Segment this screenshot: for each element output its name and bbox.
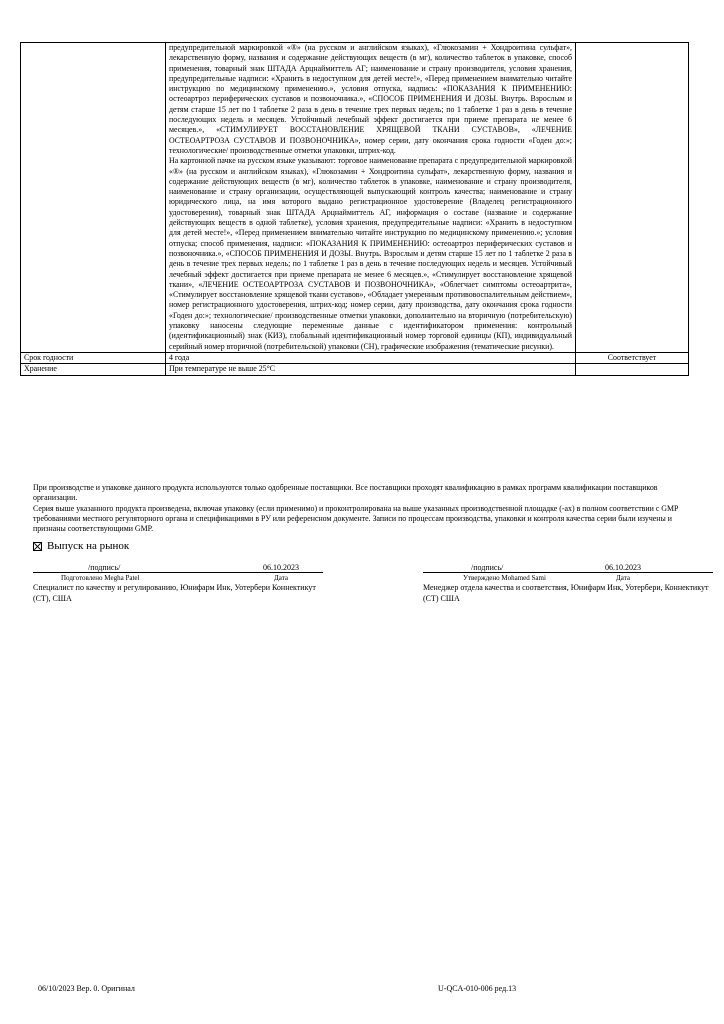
date-caption: Дата <box>616 574 630 582</box>
table-row <box>21 364 689 375</box>
storage-value: При температуре не выше 25°C <box>166 364 576 375</box>
shelf-life-value: 4 года <box>166 352 576 363</box>
checked-box-icon[interactable] <box>33 542 42 551</box>
composition-text-cell <box>166 43 576 353</box>
shelf-life-label: Срок годности <box>21 352 166 363</box>
signature-line <box>423 562 713 573</box>
footer-version: 06/10/2023 Вер. 0. Оригинал <box>38 984 135 993</box>
supplier-note: При производстве и упаковке данного продукта используются только одобренные поставщики. Все поставщики проходят квалификацию в рамках программ квалификации поставщиков организации. <box>33 483 658 503</box>
carton-package-text: На картонной пачке на русском языке указывают: торговое наименование препарата с предупредительной маркировкой «®» (на русском и английском языках), «Глюкозамин + Хондроитина сульфат», лекарственную форму, названия и содержание действующих веществ (в мг), количество таблеток в упаковке, наименование и страну производителя, наименование и страну организации, осуществляющей выпускающий контроль качества; наименование и страну юридического лица, на имя которого выдано регистрационное удостоверение (Владелец регистрационного удостоверения), товарный знак ШТАДА Арцнаймиттель АГ, информация о составе (название и содержание действующих веществ в одной таблетке), условия хранения, предупредительные надписи: «Хранить в недоступном для детей месте!», «Перед применением внимательно читайте инструкцию по медицинскому применению.»; условия отпуска; способ применения, надписи: «ПОКАЗАНИЯ К ПРИМЕНЕНИЮ: остеоартроз периферических суставов и позвоночника.», «СПОСОБ ПРИМЕНЕНИЯ И ДОЗЫ. Внутрь. Взрослым и детям старше 15 лет по 1 таблетке 2 раза в день в течение трех первых недель; по 1 таблетке 1 раз в день в течение последующих недель и месяцев. Устойчивый лечебный эффект достигается при приеме препарата не менее 6 месяцев.», «Стимулирует восстановление хрящевой ткани», «ЛЕЧЕНИЕ ОСТЕОАРТРОЗА СУСТАВОВ И ПОЗВОНОЧНИКА», «Облегчает симптомы остеоартрита», «Стимулирует восстановление хрящевой ткани суставов», «Обладает умеренным противовоспалительным действием», номер регистрационного удостоверения, штрих-код; номер серии, дату производства, дату окончания срока годности «Годен до:»; технологические/ производственные отметки упаковки, дополнительно на вторичную (потребительскую) упаковку наносены следующие переменные данные с идентификатором применения: контрольный (идентификационный) знак (КИЗ), глобальный идентификационный номер торговой единицы (КП), индивидуальный серийный номер вторичной (потребительской) упаковки (СН), графические изображения (тематические рисунки). <box>169 156 572 351</box>
market-release <box>33 540 129 552</box>
storage-label: Хранение <box>21 364 166 375</box>
gmp-notes <box>33 483 693 534</box>
gmp-compliance-note: Серия выше указанного продукта произведена, включая упаковку (если применимо) и проконтролирована на выше указанных производственной площадке (-ах) в полном соответствии с GMP требованиями местного регуляторного органа и спецификациями в РУ или референсном документе. Записи по процессам производства, упаковки и контроля качества серии были изучены и признаны соответствующими GMP. <box>33 503 679 534</box>
storage-result <box>576 364 689 375</box>
market-release-label: Выпуск на рынок <box>47 540 130 552</box>
signature-date: 06.10.2023 <box>605 563 641 572</box>
primary-package-text: предупредительной маркировкой «®» (на русском и английском языках), «Глюкозамин + Хондроитина сульфат», лекарственную форму, названия и содержание действующих веществ (в мг), количество таблеток в упаковке, способ применения, товарный знак ШТАДА Арцнаймиттель АГ; наименование и страну производителя, условия хранения, предупредительные надписи: «Хранить в недоступном для детей месте!», «Перед применением внимательно читайте инструкцию по медицинскому применению.», условия отпуска, надпись: «ПОКАЗАНИЯ К ПРИМЕНЕНИЮ: остеоартроз периферических суставов и позвоночника.», «СПОСОБ ПРИМЕНЕНИЯ И ДОЗЫ. Внутрь. Взрослым и детям старше 15 лет по 1 таблетке 2 раза в день в течение трех первых недель; по 1 таблетке 1 раз в день в течение последующих недель и месяцев. Устойчивый лечебный эффект достигается при приеме препарата не менее 6 месяцев.», «СТИМУЛИРУЕТ ВОССТАНОВЛЕНИЕ ХРЯЩЕВОЙ ТКАНИ СУСТАВОВ», «ЛЕЧЕНИЕ ОСТЕОАРТРОЗА СУСТАВОВ И ПОЗВОНОЧНИКА», номер серии, дату окончания срока годности «Годен до:»; технологические/ производственные отметки упаковки, штрих-код. <box>169 43 572 155</box>
composition-result-cell <box>576 43 689 353</box>
date-caption: Дата <box>274 574 288 582</box>
signature-date: 06.10.2023 <box>263 563 299 572</box>
shelf-life-result: Соответствует <box>576 352 689 363</box>
signer-role: Менеджер отдела качества и соответствия, Юнифарм Инк, Уотербери, Коннектикут (СТ) США <box>423 583 709 603</box>
footer-doc-code: U-QCA-010-006 ред.13 <box>438 984 517 993</box>
prepared-by-caption: Подготовлено Megha Patel <box>61 574 140 582</box>
table-row <box>21 352 689 363</box>
signature-captions <box>33 573 323 583</box>
specification-table <box>20 42 689 376</box>
signature-text: /подпись/ <box>471 563 504 572</box>
signature-captions <box>423 573 713 583</box>
approved-by-caption: Утверждено Mohamed Sami <box>463 574 546 582</box>
signer-role: Специалист по качеству и регулированию, Юнифарм Инк, Уотербери Коннектикут (СТ), США <box>33 583 316 603</box>
table-row <box>21 43 689 353</box>
signature-line <box>33 562 323 573</box>
signature-text: /подпись/ <box>88 563 121 572</box>
signature-block-right <box>423 562 713 604</box>
signature-block-left <box>33 562 323 604</box>
composition-label-cell <box>21 43 166 353</box>
